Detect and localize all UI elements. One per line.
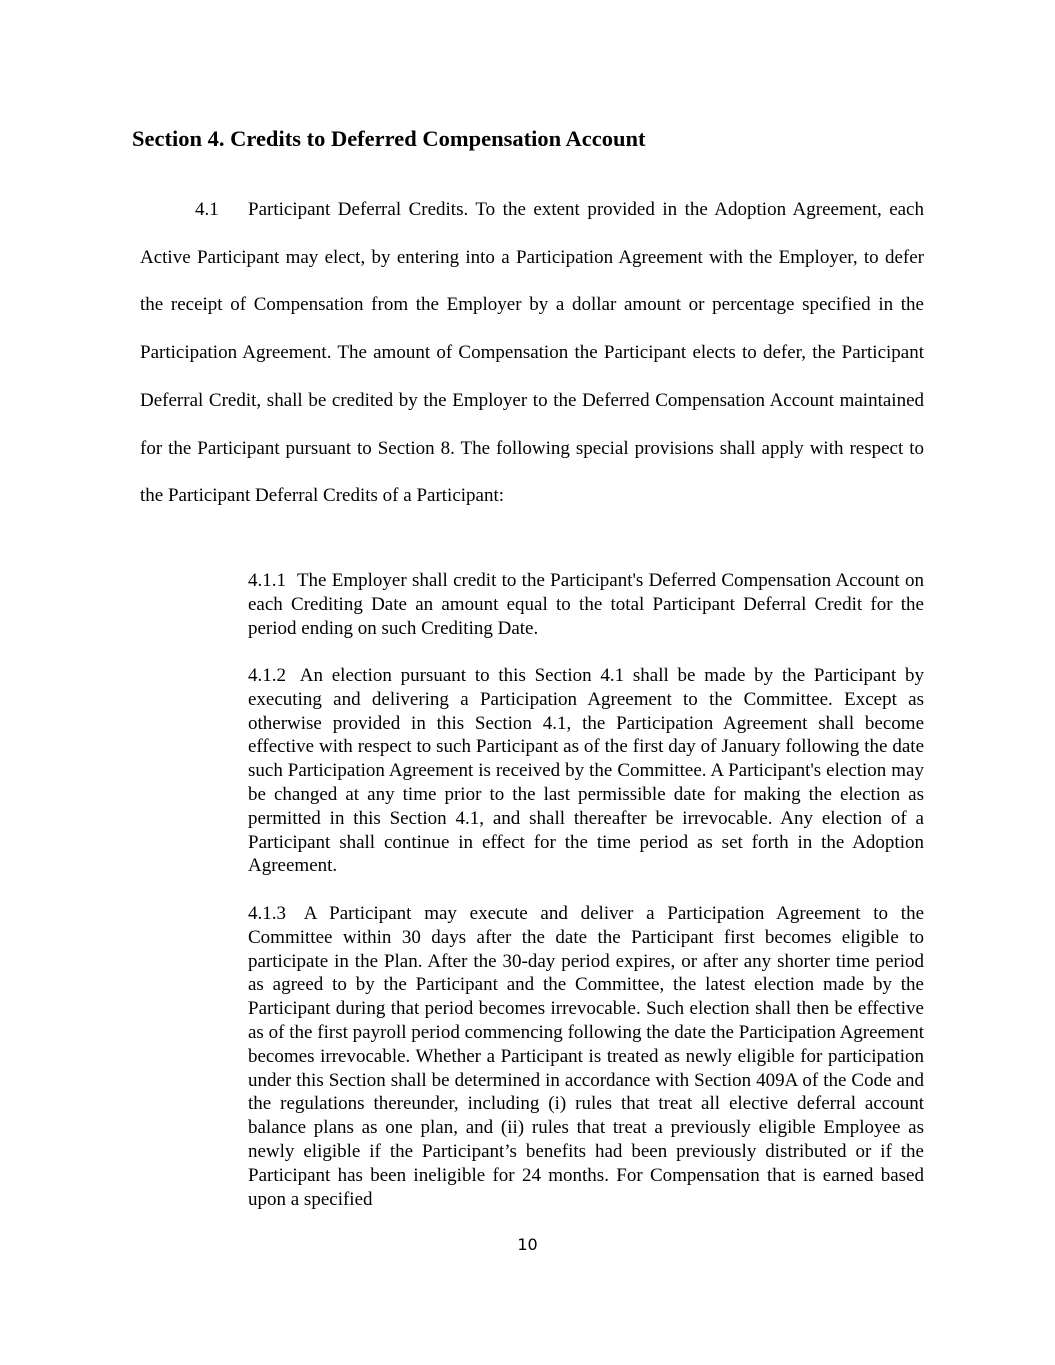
paragraph-4-1-2 bbox=[248, 664, 924, 878]
page-number: 10 bbox=[517, 1235, 538, 1254]
paragraph-number: 4.1.3 bbox=[248, 903, 286, 924]
paragraph-4-1-1 bbox=[248, 569, 924, 640]
paragraph-4-1-3 bbox=[248, 902, 924, 1211]
paragraph-text: An election pursuant to this Section 4.1 shall be made by the Participant by executing and delivering a Participation Agreement to the Committee. Except as otherwise provided in this Section 4.1, the Participation Agreement shall become effective with respect to such Participant as of the first day of January following the date such Participation Agreement is received by the Committee. A Participant's election may be changed at any time prior to the last permissible date for making the election as permitted in this Section 4.1, and shall thereafter be irrevocable. Any election of a Participant shall continue in effect for the time period as set forth in the Adoption Agreement. bbox=[248, 665, 925, 877]
section-heading: Section 4. Credits to Deferred Compensation Account bbox=[132, 126, 646, 151]
paragraph-text: Participant Deferral Credits. To the extent provided in the Adoption Agreement, each Active Participant may elect, by entering into a Participation Agreement with the Employer, to defer the receipt of Compensation from the Employer by a dollar amount or percentage specified in the Participation Agreement. The amount of Compensation the Participant elects to defer, the Participant Deferral Credit, shall be credited by the Employer to the Deferred Compensation Account maintained for the Participant pursuant to Section 8. The following special provisions shall apply with respect to the Participant Deferral Credits of a Participant: bbox=[140, 199, 924, 507]
paragraph-number: 4.1.1 bbox=[248, 570, 286, 591]
paragraph-4-1 bbox=[140, 186, 924, 520]
paragraph-number: 4.1.2 bbox=[248, 665, 286, 686]
paragraph-text: A Participant may execute and deliver a Participation Agreement to the Committee within 30 days after the date the Participant first becomes eligible to participate in the Plan. After the 30-day period expires, or after any shorter time period as agreed to by the Participant and the Committee, the latest election made by the Participant during that period becomes irrevocable. Such election shall then be effective as of the first payroll period commencing following the date the Participation Agreement becomes irrevocable. Whether a Participant is treated as newly eligible for participation under this Section shall be determined in accordance with Section 409A of the Code and the regulations thereunder, including (i) rules that treat all elective deferral account balance plans as one plan, and (ii) rules that treat a previously eligible Employee as newly eligible if the Participant’s benefits had been previously distributed or if the Participant has been ineligible for 24 months. For Compensation that is earned based upon a specified bbox=[248, 903, 925, 1210]
paragraph-number: 4.1 bbox=[195, 199, 219, 220]
paragraph-text: The Employer shall credit to the Participant's Deferred Compensation Account on each Crediting Date an amount equal to the total Participant Deferral Credit for the period ending on such Crediting Date. bbox=[248, 570, 924, 639]
